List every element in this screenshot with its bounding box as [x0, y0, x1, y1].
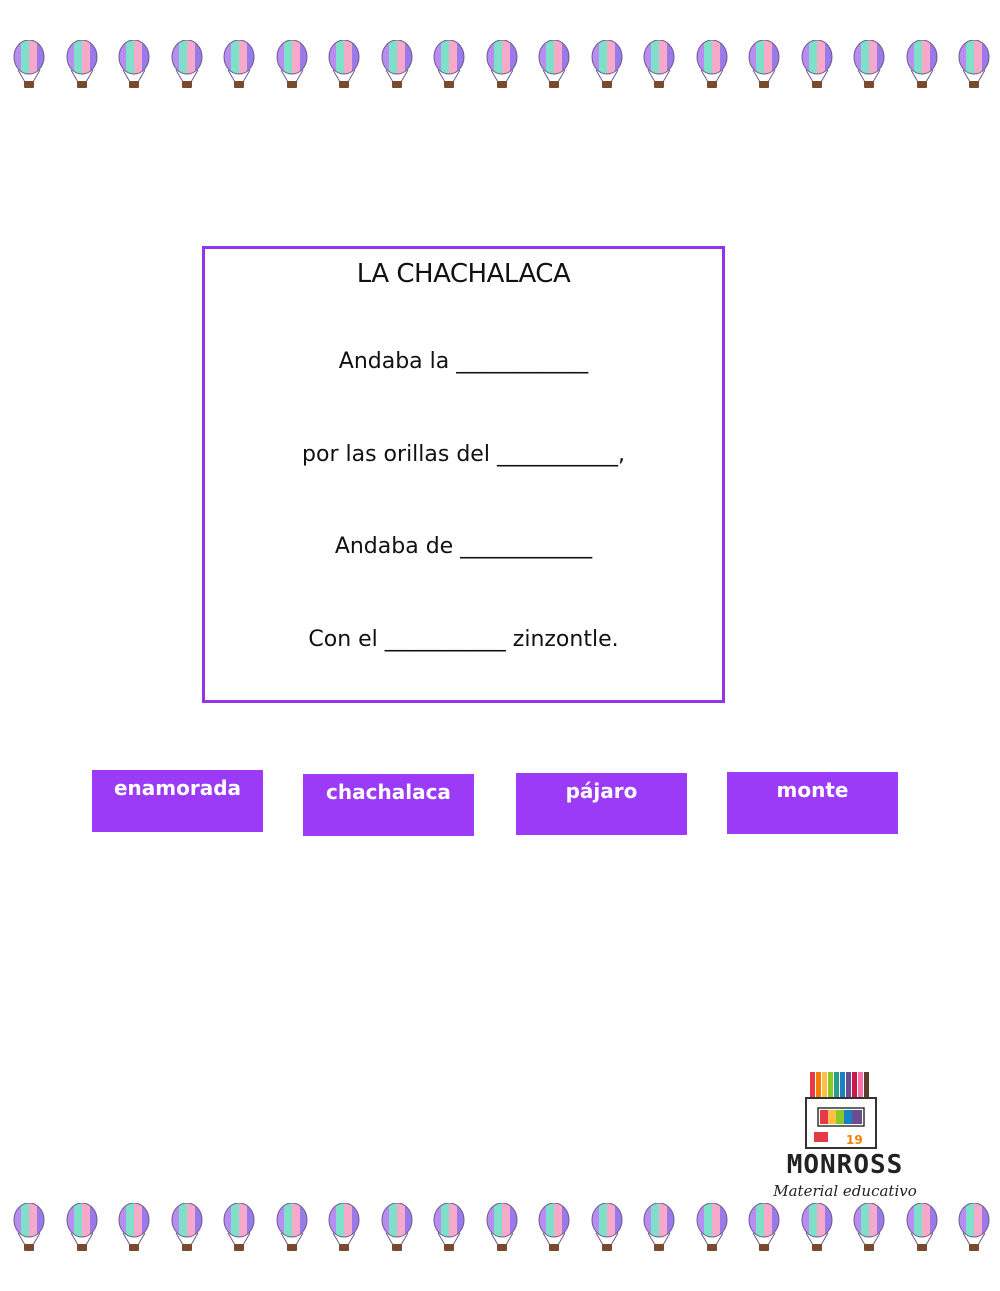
hot-air-balloon-icon — [327, 40, 361, 90]
hot-air-balloon-icon — [170, 40, 204, 90]
hot-air-balloon-icon — [380, 1203, 414, 1253]
hot-air-balloon-icon — [485, 1203, 519, 1253]
hot-air-balloon-icon — [537, 40, 571, 90]
hot-air-balloon-icon — [537, 1203, 571, 1253]
hot-air-balloon-icon — [747, 40, 781, 90]
hot-air-balloon-icon — [905, 1203, 939, 1253]
colored-pencils-box-icon — [770, 1070, 920, 1155]
poem-box — [202, 246, 725, 703]
poem-title: LA CHACHALACA — [356, 259, 571, 289]
word-card-enamorada[interactable]: enamorada — [92, 770, 263, 832]
hot-air-balloon-icon — [590, 40, 624, 90]
hot-air-balloon-icon — [432, 1203, 466, 1253]
hot-air-balloon-icon — [800, 1203, 834, 1253]
hot-air-balloon-icon — [327, 1203, 361, 1253]
hot-air-balloon-icon — [957, 40, 991, 90]
logo-name: MONROSS — [786, 1150, 904, 1180]
balloon-border-top — [0, 40, 1000, 90]
hot-air-balloon-icon — [432, 40, 466, 90]
hot-air-balloon-icon — [852, 40, 886, 90]
hot-air-balloon-icon — [590, 1203, 624, 1253]
hot-air-balloon-icon — [222, 40, 256, 90]
hot-air-balloon-icon — [800, 40, 834, 90]
hot-air-balloon-icon — [275, 40, 309, 90]
hot-air-balloon-icon — [905, 40, 939, 90]
hot-air-balloon-icon — [12, 40, 46, 90]
hot-air-balloon-icon — [747, 1203, 781, 1253]
poem-line-3: Andaba de ____________ — [334, 534, 593, 559]
hot-air-balloon-icon — [380, 40, 414, 90]
hot-air-balloon-icon — [485, 40, 519, 90]
hot-air-balloon-icon — [117, 1203, 151, 1253]
word-card-pajaro[interactable]: pájaro — [516, 773, 687, 835]
hot-air-balloon-icon — [170, 1203, 204, 1253]
poem-line-2: por las orillas del ___________, — [302, 442, 625, 467]
balloon-border-bottom — [0, 1203, 1000, 1253]
poem-line-1: Andaba la ____________ — [338, 349, 589, 374]
hot-air-balloon-icon — [642, 40, 676, 90]
hot-air-balloon-icon — [695, 40, 729, 90]
hot-air-balloon-icon — [695, 1203, 729, 1253]
hot-air-balloon-icon — [12, 1203, 46, 1253]
hot-air-balloon-icon — [642, 1203, 676, 1253]
hot-air-balloon-icon — [957, 1203, 991, 1253]
logo-subtitle: Material educativo — [773, 1182, 917, 1200]
hot-air-balloon-icon — [65, 1203, 99, 1253]
svg-text:19: 19 — [846, 1133, 863, 1147]
word-card-chachalaca[interactable]: chachalaca — [303, 774, 474, 836]
monross-logo — [770, 1070, 920, 1205]
hot-air-balloon-icon — [275, 1203, 309, 1253]
hot-air-balloon-icon — [117, 40, 151, 90]
hot-air-balloon-icon — [65, 40, 99, 90]
word-card-monte[interactable]: monte — [727, 772, 898, 834]
hot-air-balloon-icon — [852, 1203, 886, 1253]
poem-line-4: Con el ___________ zinzontle. — [308, 627, 619, 652]
hot-air-balloon-icon — [222, 1203, 256, 1253]
